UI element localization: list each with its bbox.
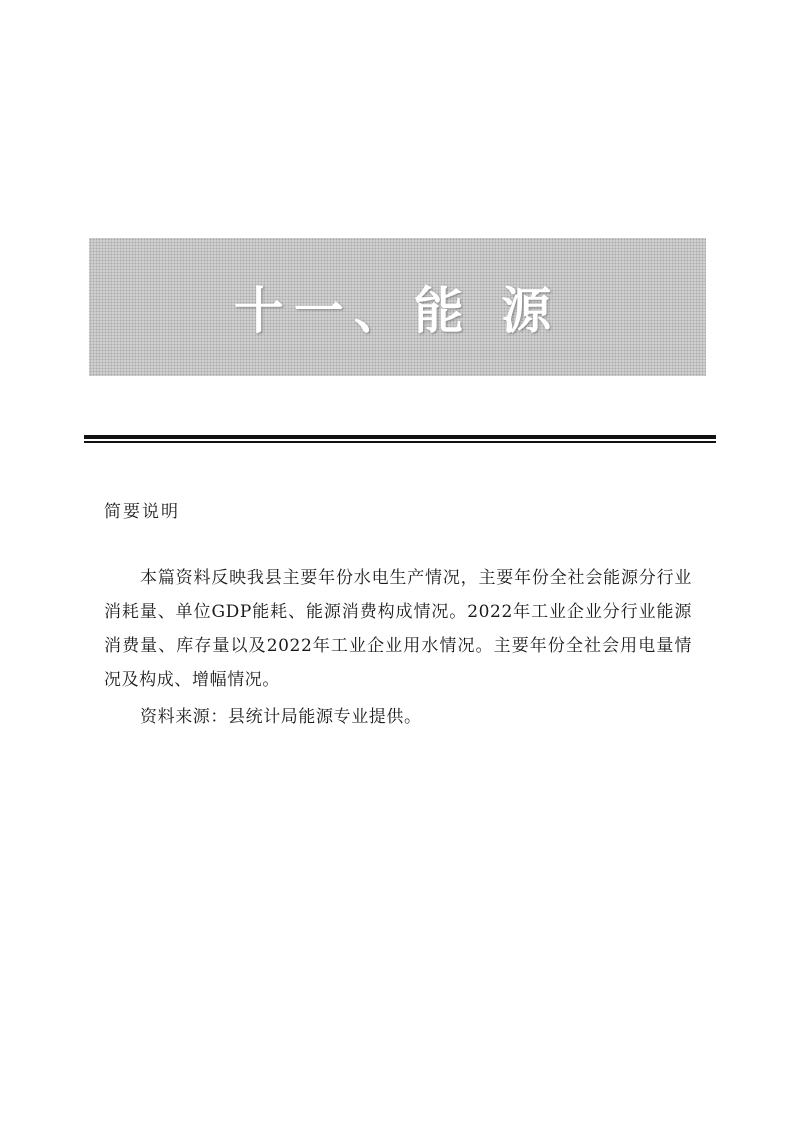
chapter-title-banner [89,238,706,376]
section-heading: 简要说明 [104,502,180,522]
data-source-note: 资料来源：县统计局能源专业提供。 [140,707,422,727]
divider-thick [84,435,716,439]
divider-thin [84,441,716,443]
chapter-title: 十一、能 源 [233,281,562,340]
summary-paragraph: 本篇资料反映我县主要年份水电生产情况，主要年份全社会能源分行业消耗量、单位GDP能耗、能源消费构成情况。2022年工业企业分行业能源消费量、库存量以及2022年工业企业用水情况。主要年份全社会用电量情况及构成、增幅情况。 [104,568,692,690]
